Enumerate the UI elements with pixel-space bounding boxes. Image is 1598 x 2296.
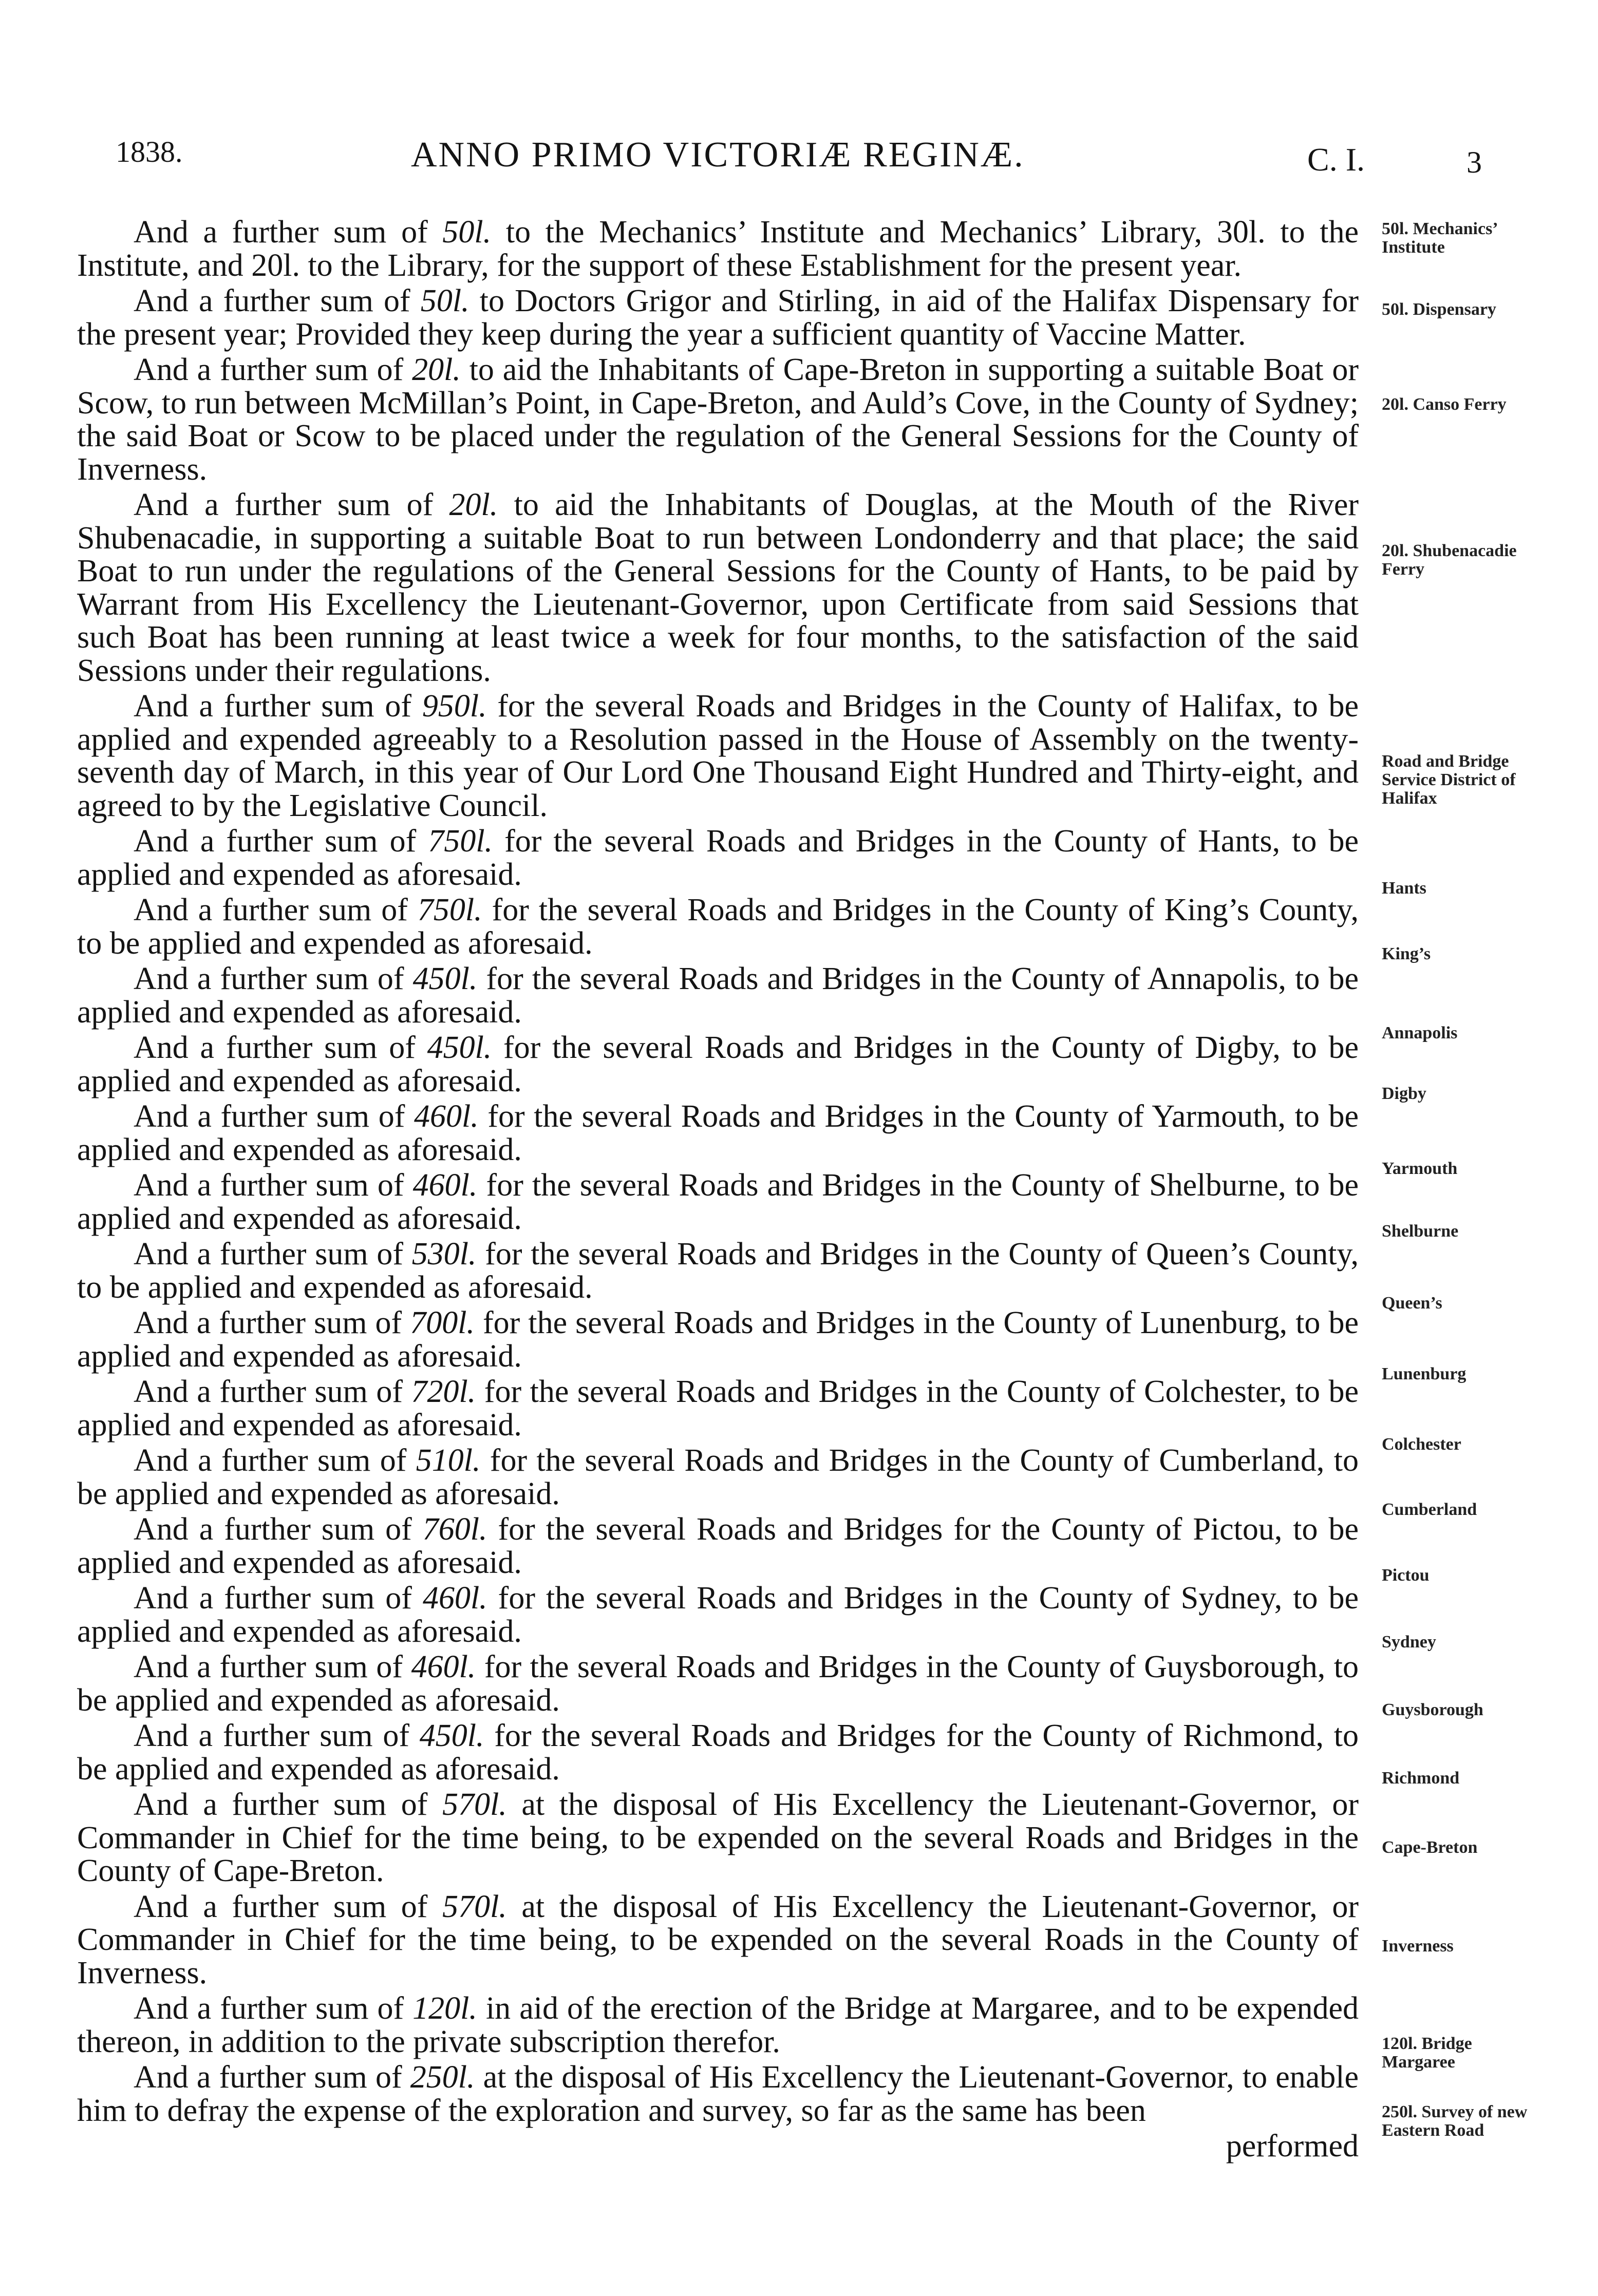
margin-note: Hants xyxy=(1382,879,1426,898)
margin-note: Shelburne xyxy=(1382,1222,1459,1241)
paragraph: And a further sum of 750l. for the several Roads and Bridges in the County of King’s County, to be applied and expended as aforesaid. xyxy=(77,893,1359,961)
paragraph: And a further sum of 460l. for the several Roads and Bridges in the County of Guysborough, to be applied and expended as aforesaid. xyxy=(77,1649,1359,1718)
paragraph: And a further sum of 20l. to aid the Inhabitants of Cape-Breton in supporting a suitable Boat or Scow, to run between McMillan’s Point, in Cape-Breton, and Auld’s Cove, in the County of Sydney; the said Boat or Scow to be placed under the regulation of the General Sessions for the County of Inverness. xyxy=(77,352,1359,487)
header-title: ANNO PRIMO VICTORIÆ REGINÆ. xyxy=(411,135,1025,175)
margin-note: Guysborough xyxy=(1382,1700,1483,1719)
margin-note: Lunenburg xyxy=(1382,1364,1467,1383)
catchword: performed xyxy=(1226,2129,1359,2164)
header-year: 1838. xyxy=(116,135,183,168)
paragraph: And a further sum of 460l. for the several Roads and Bridges in the County of Shelburne, to be applied and expended as aforesaid. xyxy=(77,1168,1359,1236)
running-header xyxy=(116,135,1523,196)
paragraph: And a further sum of 450l. for the several Roads and Bridges in the County of Annapolis, to be applied and expended as aforesaid. xyxy=(77,961,1359,1030)
margin-note: 250l. Survey of new Eastern Road xyxy=(1382,2102,1528,2140)
body-text xyxy=(77,216,1359,2166)
margin-note: 50l. Mechanics’ Institute xyxy=(1382,219,1497,257)
paragraph: And a further sum of 50l. to the Mechanics’ Institute and Mechanics’ Library, 30l. to the Institute, and 20l. to the Library, for the support of these Establishment for the present year. xyxy=(77,215,1359,283)
margin-note: Pictou xyxy=(1382,1566,1430,1585)
margin-note: 120l. Bridge Margaree xyxy=(1382,2034,1472,2072)
paragraph: And a further sum of 530l. for the several Roads and Bridges in the County of Queen’s County, to be applied and expended as aforesaid. xyxy=(77,1237,1359,1305)
paragraph: And a further sum of 20l. to aid the Inhabitants of Douglas, at the Mouth of the River Shubenacadie, in supporting a suitable Boat to run between Londonderry and that place; the said Boat to run under the regulations of the General Sessions for the County of Hants, to be paid by Warrant from His Excellency the Lieutenant-Governor, upon Certificate from said Sessions that such Boat has been running at least twice a week for four months, to the satisfaction of the said Sessions under their regulations. xyxy=(77,487,1359,688)
paragraph: And a further sum of 460l. for the several Roads and Bridges in the County of Yarmouth, to be applied and expended as aforesaid. xyxy=(77,1099,1359,1167)
margin-note: Digby xyxy=(1382,1084,1426,1103)
header-chapter: C. I. xyxy=(1307,141,1365,178)
paragraph: And a further sum of 450l. for the several Roads and Bridges for the County of Richmond, to be applied and expended as aforesaid. xyxy=(77,1718,1359,1787)
paragraph: And a further sum of 570l. at the disposal of His Excellency the Lieutenant-Governor, or Commander in Chief for the time being, to be expended on the several Roads in the County of Inverness. xyxy=(77,1889,1359,1990)
paragraph: And a further sum of 570l. at the disposal of His Excellency the Lieutenant-Governor, or Commander in Chief for the time being, to be expended on the several Roads and Bridges in the County of Cape-Breton. xyxy=(77,1787,1359,1888)
margin-note: Sydney xyxy=(1382,1633,1436,1652)
paragraph: And a further sum of 510l. for the several Roads and Bridges in the County of Cumberland, to be applied and expended as aforesaid. xyxy=(77,1443,1359,1511)
margin-note: King’s xyxy=(1382,944,1431,963)
margin-note: Richmond xyxy=(1382,1769,1460,1788)
margin-note: Annapolis xyxy=(1382,1023,1458,1042)
paragraph: And a further sum of 700l. for the several Roads and Bridges in the County of Lunenburg, to be applied and expended as aforesaid. xyxy=(77,1305,1359,1374)
paragraph: And a further sum of 750l. for the several Roads and Bridges in the County of Hants, to be applied and expended as aforesaid. xyxy=(77,824,1359,892)
paragraph: And a further sum of 760l. for the several Roads and Bridges for the County of Pictou, to be applied and expended as aforesaid. xyxy=(77,1512,1359,1580)
margin-note: Cumberland xyxy=(1382,1500,1477,1519)
margin-note: Queen’s xyxy=(1382,1294,1442,1313)
margin-note: 20l. Canso Ferry xyxy=(1382,395,1507,414)
paragraph: And a further sum of 50l. to Doctors Grigor and Stirling, in aid of the Halifax Dispensary for the present year; Provided they keep during the year a sufficient quantity of Vaccine Matter. xyxy=(77,283,1359,352)
paragraph: And a further sum of 250l. at the disposal of His Excellency the Lieutenant-Governor, to enable him to defray the expense of the exploration and survey, so far as the same has been xyxy=(77,2060,1359,2128)
paragraph: And a further sum of 450l. for the several Roads and Bridges in the County of Digby, to be applied and expended as aforesaid. xyxy=(77,1030,1359,1098)
paragraph: And a further sum of 720l. for the several Roads and Bridges in the County of Colchester, to be applied and expended as aforesaid. xyxy=(77,1374,1359,1443)
margin-note: 50l. Dispensary xyxy=(1382,300,1496,319)
paragraph: And a further sum of 950l. for the several Roads and Bridges in the County of Halifax, to be applied and expended agreeably to a Resolution passed in the House of Assembly on the twenty-seventh day of March, in this year of Our Lord One Thousand Eight Hundred and Thirty-eight, and agreed to by the Legislative Council. xyxy=(77,689,1359,823)
margin-note: 20l. Shubenacadie Ferry xyxy=(1382,541,1517,579)
paragraph: And a further sum of 120l. in aid of the erection of the Bridge at Margaree, and to be expended thereon, in addition to the private subscription therefor. xyxy=(77,1991,1359,2059)
margin-note: Cape-Breton xyxy=(1382,1838,1478,1857)
margin-note: Road and Bridge Service District of Halifax xyxy=(1382,752,1516,808)
page-number: 3 xyxy=(1467,145,1482,179)
margin-note: Colchester xyxy=(1382,1435,1461,1454)
paragraph: And a further sum of 460l. for the several Roads and Bridges in the County of Sydney, to be applied and expended as aforesaid. xyxy=(77,1581,1359,1649)
margin-note: Yarmouth xyxy=(1382,1159,1458,1178)
margin-note: Inverness xyxy=(1382,1937,1454,1956)
